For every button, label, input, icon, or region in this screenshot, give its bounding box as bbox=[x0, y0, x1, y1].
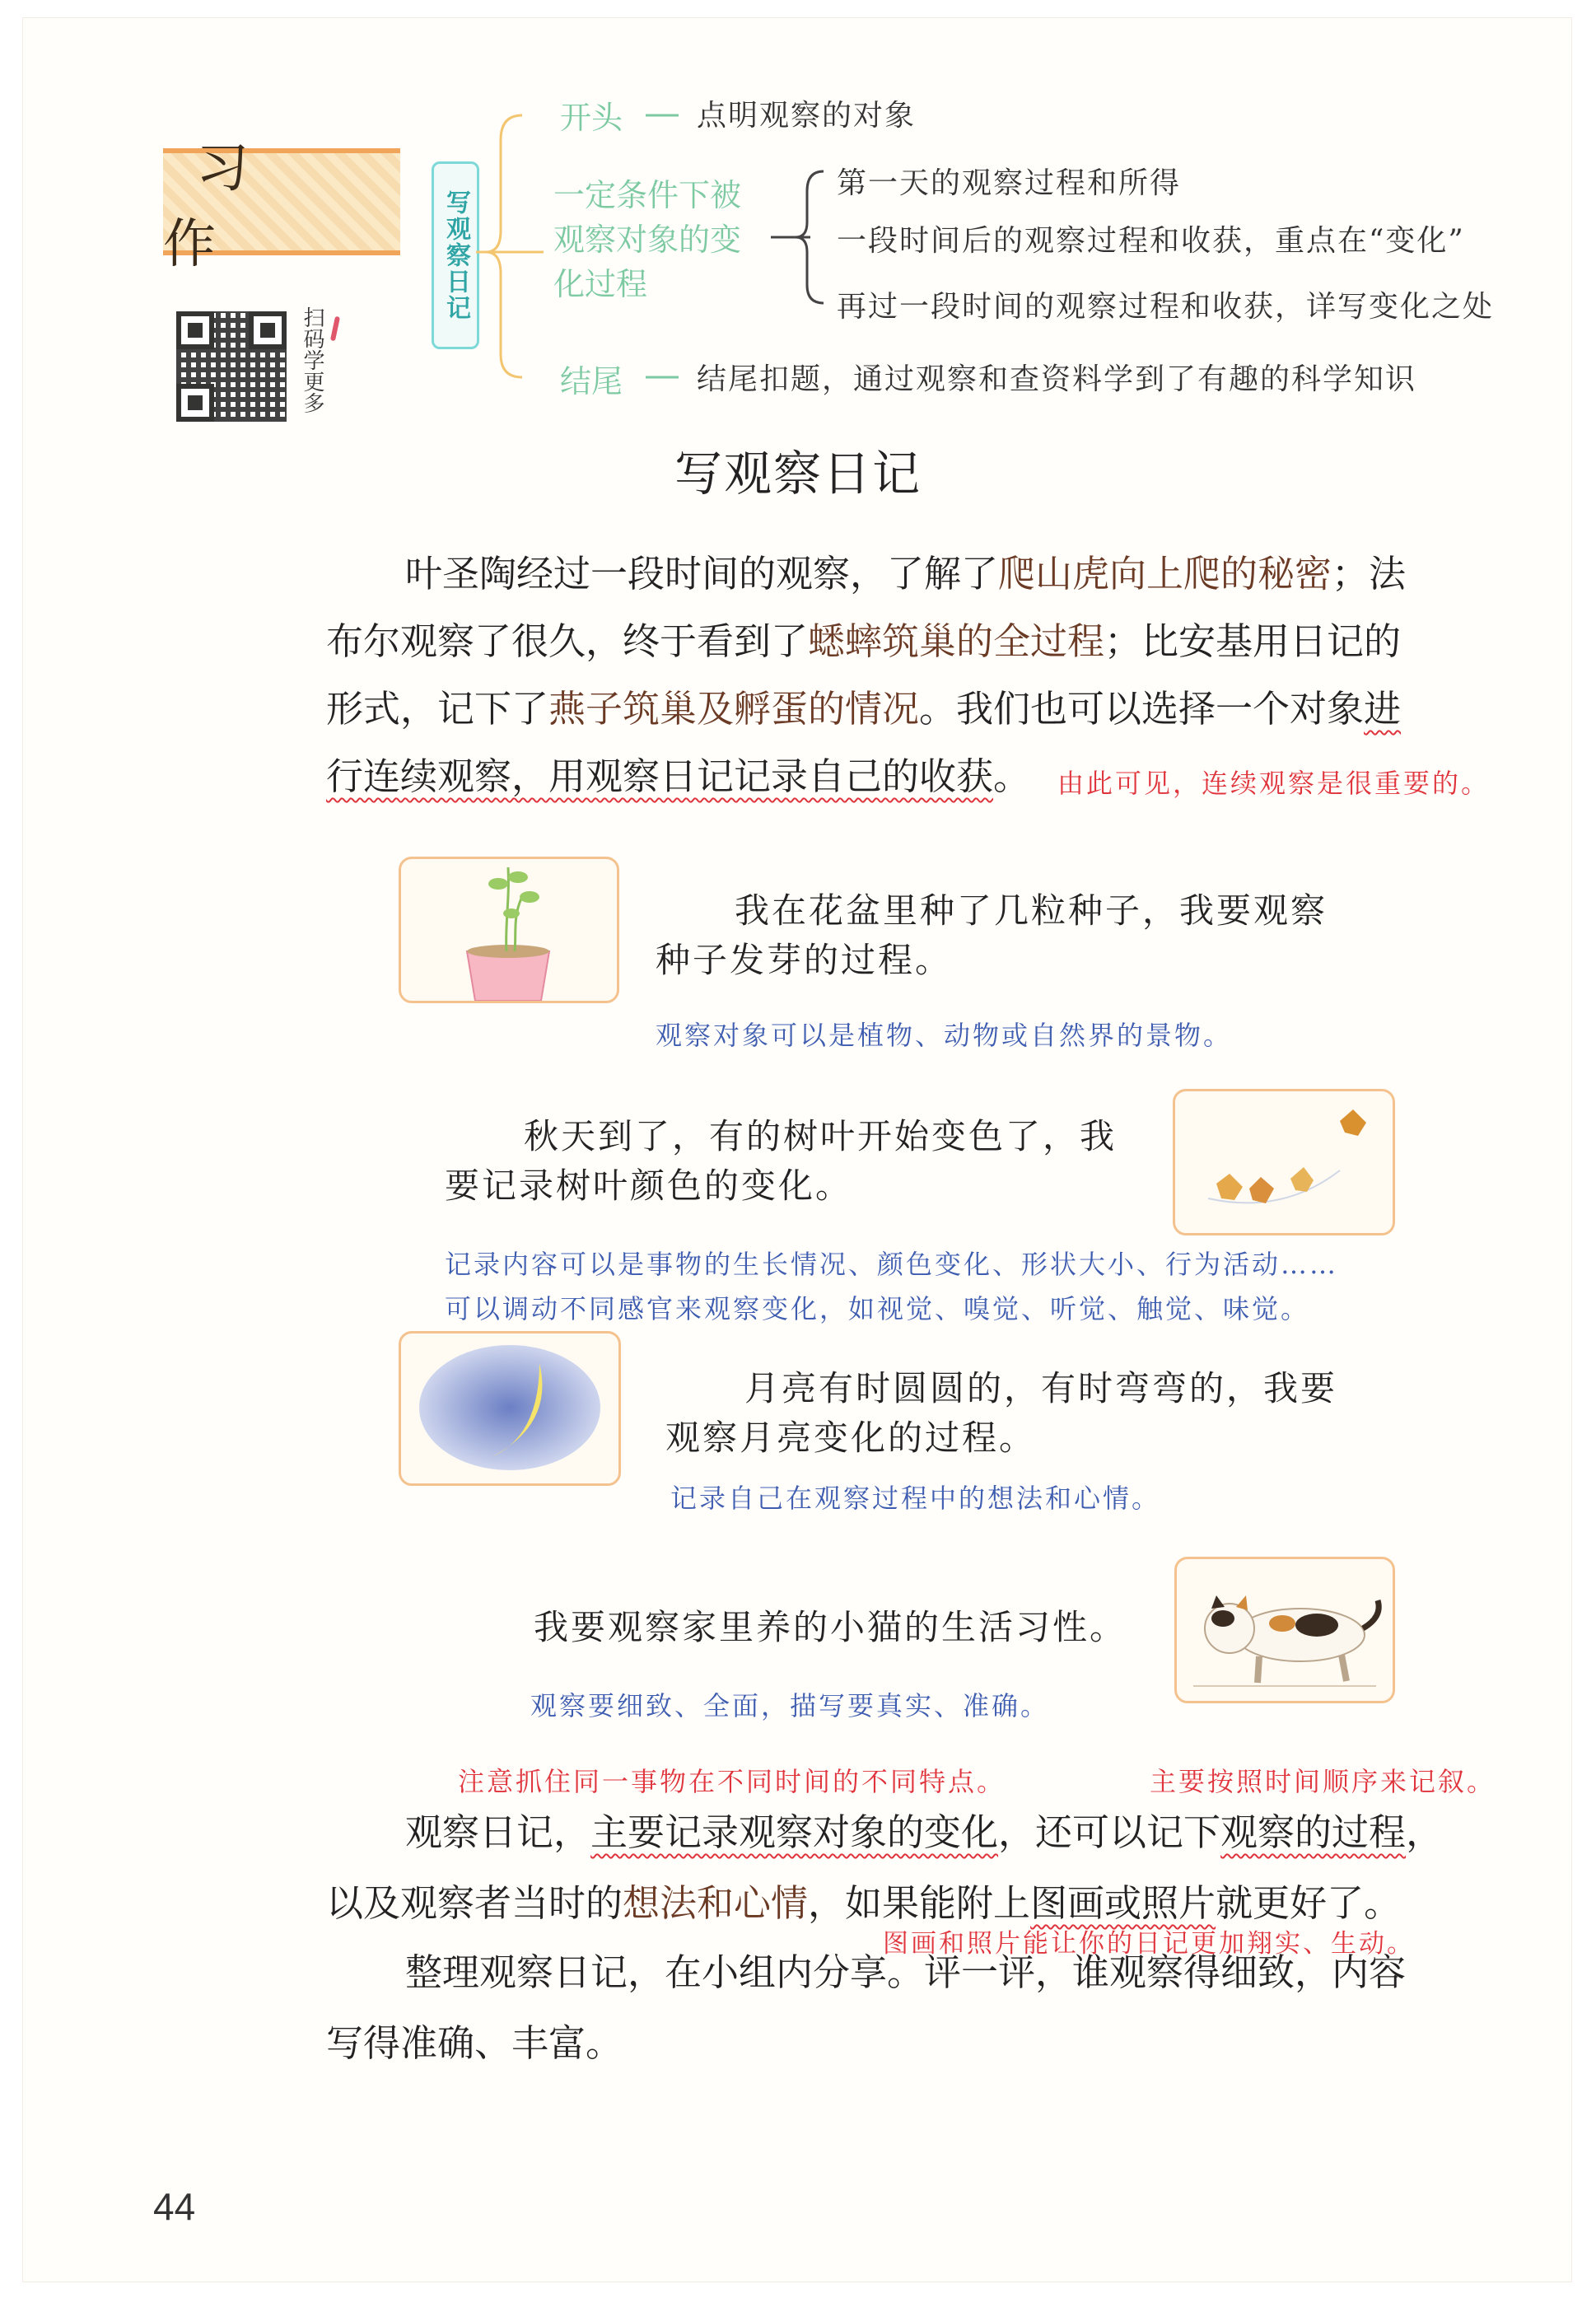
section-title: 习 作 bbox=[163, 138, 282, 275]
card-1-line-1: 我在花盆里种了几粒种子，我要观察 bbox=[735, 890, 1328, 931]
mindmap-ending-text: 结尾扣题，通过观察和查资料学到了有趣的科学知识 bbox=[697, 362, 1417, 396]
paragraph-3-line-2: 写得准确、丰富。 bbox=[326, 2021, 623, 2065]
paragraph-1-line-1: 叶圣陶经过一段时间的观察，了解了爬山虎向上爬的秘密；法 bbox=[405, 552, 1407, 596]
seedling-icon bbox=[401, 859, 617, 1001]
qr-label: 扫码学更多 bbox=[300, 306, 324, 413]
mindmap-opening-text: 点明观察的对象 bbox=[697, 99, 917, 133]
annotation-note-right: 主要按照时间顺序来记叙。 bbox=[1150, 1766, 1496, 1797]
card-4-line-1: 我要观察家里养的小猫的生活习性。 bbox=[534, 1607, 1127, 1647]
leaves-icon bbox=[1175, 1091, 1393, 1233]
card-2-line-2: 要记录树叶颜色的变化。 bbox=[445, 1165, 853, 1206]
mindmap-middle-label-3: 化过程 bbox=[553, 266, 648, 302]
moon-image bbox=[399, 1331, 621, 1486]
cat-icon bbox=[1177, 1559, 1393, 1701]
mindmap-middle-label-2: 观察对象的变 bbox=[553, 222, 742, 258]
moon-icon bbox=[401, 1333, 618, 1483]
mindmap-ending-label: 结尾 bbox=[560, 363, 623, 399]
paragraph-2-line-2: 以及观察者当时的想法和心情，如果能附上图画或照片就更好了。 bbox=[326, 1881, 1402, 1925]
annotation-note-left: 注意抓住同一事物在不同时间的不同特点。 bbox=[458, 1766, 1006, 1797]
card-1-line-2: 种子发芽的过程。 bbox=[656, 940, 953, 980]
mindmap-middle-item: 一段时间后的观察过程和收获，重点在“变化” bbox=[837, 224, 1465, 258]
card-3-line-1: 月亮有时圆圆的，有时弯弯的，我要 bbox=[744, 1368, 1338, 1408]
card-3-line-2: 观察月亮变化的过程。 bbox=[665, 1418, 1037, 1458]
paragraph-3-line-1: 整理观察日记，在小组内分享。评一评，谁观察得细致，内容 bbox=[405, 1950, 1407, 1994]
annotation-note: 图画和照片能让你的日记更加翔实、生动。 bbox=[883, 1929, 1415, 1959]
mindmap-middle-label-1: 一定条件下被 bbox=[553, 177, 742, 213]
card-3-note: 记录自己在观察过程中的想法和心情。 bbox=[670, 1483, 1161, 1514]
card-4-note: 观察要细致、全面，描写要真实、准确。 bbox=[530, 1690, 1050, 1721]
page-title: 写观察日记 bbox=[674, 446, 922, 502]
seedling-image bbox=[399, 857, 619, 1003]
cat-image bbox=[1174, 1557, 1395, 1703]
paragraph-2-line-1: 观察日记，主要记录观察对象的变化，还可以记下观察的过程， bbox=[405, 1810, 1444, 1854]
mindmap-root: 写观察日记 bbox=[432, 161, 479, 349]
card-2-note-2: 可以调动不同感官来观察变化，如视觉、嗅觉、听觉、触觉、味觉。 bbox=[445, 1293, 1310, 1324]
card-1-note: 观察对象可以是植物、动物或自然界的景物。 bbox=[656, 1020, 1233, 1051]
paragraph-1-line-2: 布尔观察了很久，终于看到了蟋蟀筑巢的全过程；比安基用日记的 bbox=[326, 619, 1402, 663]
mindmap-middle-item: 再过一段时间的观察过程和收获，详写变化之处 bbox=[837, 290, 1495, 324]
paragraph-1-line-3: 形式，记下了燕子筑巢及孵蛋的情况。我们也可以选择一个对象进 bbox=[326, 687, 1402, 731]
paragraph-1-line-4: 行连续观察，用观察日记记录自己的收获。 bbox=[326, 754, 1031, 798]
page-number: 44 bbox=[153, 2185, 196, 2228]
annotation-note: 由此可见，连续观察是很重要的。 bbox=[1057, 768, 1491, 799]
mindmap-opening-label: 开头 bbox=[560, 100, 623, 136]
autumn-leaves-image bbox=[1173, 1089, 1395, 1235]
card-2-line-1: 秋天到了，有的树叶开始变色了，我 bbox=[524, 1116, 1118, 1156]
mindmap-middle-item: 第一天的观察过程和所得 bbox=[837, 166, 1182, 200]
card-2-note-1: 记录内容可以是事物的生长情况、颜色变化、形状大小、行为活动…… bbox=[445, 1249, 1339, 1280]
